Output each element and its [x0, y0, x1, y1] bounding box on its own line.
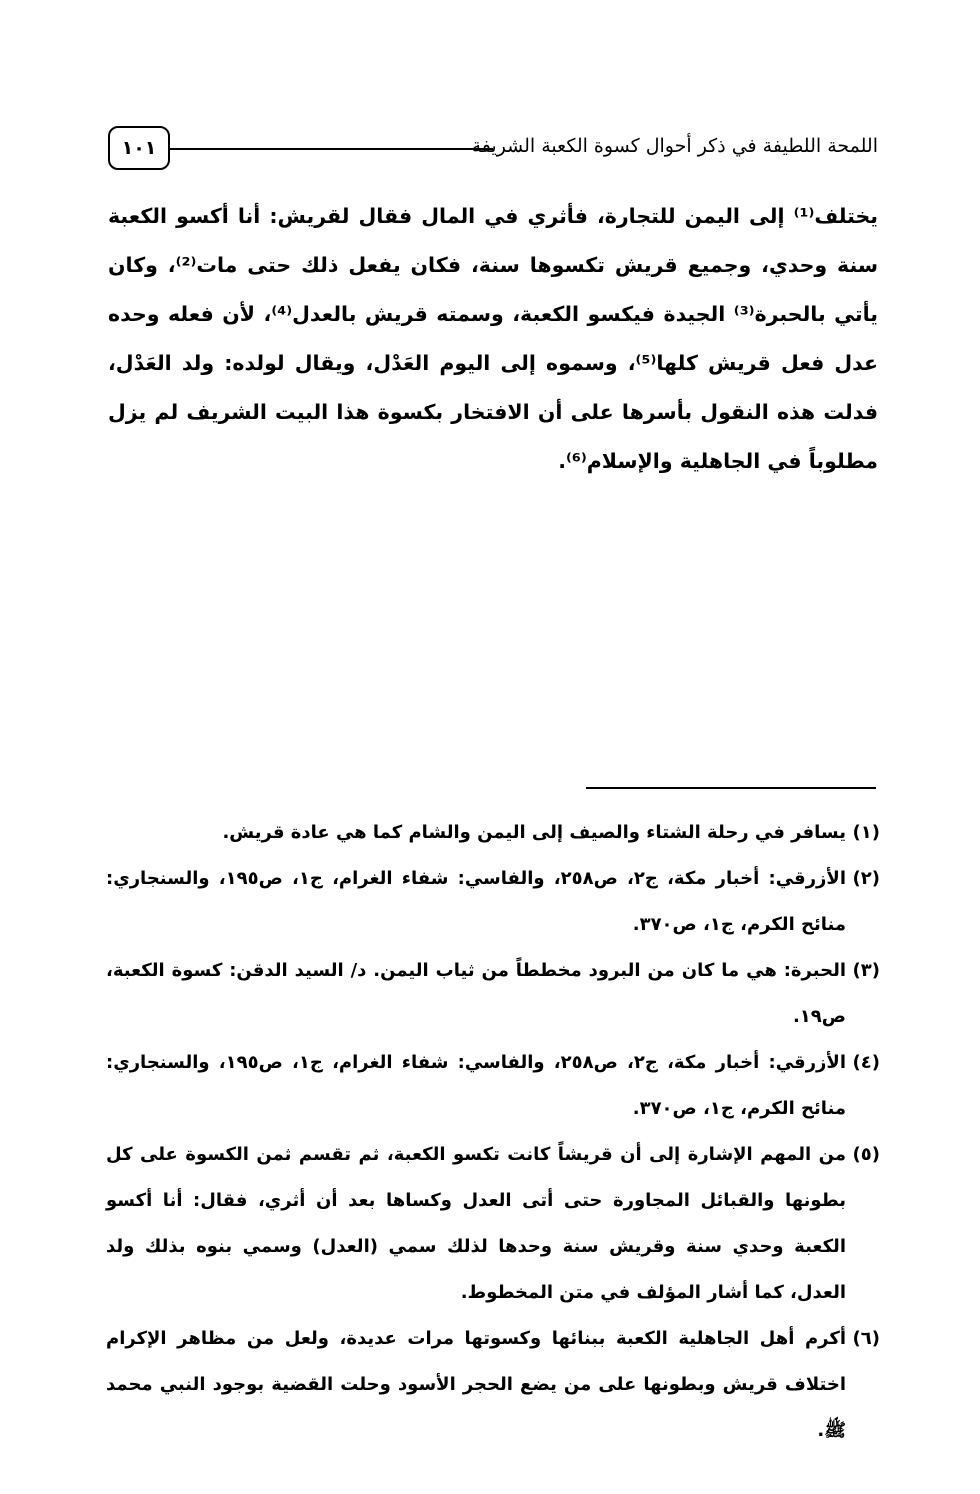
- footnote-2: [106, 856, 880, 948]
- footnote-1: [106, 810, 880, 856]
- footnote-separator: [586, 787, 876, 789]
- footnote-3: [106, 948, 880, 1040]
- page-number: ١٠١: [108, 126, 170, 170]
- footnote-number: (٣): [852, 960, 880, 981]
- running-header: [108, 126, 878, 178]
- footnote-text: أكرم أهل الجاهلية الكعبة ببنائها وكسوتها مرات عديدة، ولعل من مظاهر الإكرام اختلاف قريش وبطونها على من يضع الحجر الأسود وحلت القضية بوجود النبي محمد ﷺ.: [106, 1328, 846, 1441]
- footnote-text: من المهم الإشارة إلى أن قريشاً كانت تكسو الكعبة، ثم تقسم ثمن الكسوة على كل بطونها والقبائل المجاورة حتى أتى العدل وكساها بعد أن أثري، فقال: أنا أكسو الكعبة وحدي سنة وقريش سنة وحدها لذلك سمي (العدل) وسمي بنوه بذلك ولد العدل، كما أشار المؤلف في متن المخطوط.: [106, 1144, 846, 1303]
- header-rule: [170, 148, 493, 150]
- footnote-text: الأزرقي: أخبار مكة، ج٢، ص٢٥٨، والفاسي: شفاء الغرام، ج١، ص١٩٥، والسنجاري: منائح الكرم، ج١، ص٣٧٠.: [106, 1052, 846, 1119]
- footnote-4: [106, 1040, 880, 1132]
- footnote-text: الحبرة: هي ما كان من البرود مخططاً من ثياب اليمن. د/ السيد الدقن: كسوة الكعبة، ص١٩.: [106, 960, 846, 1027]
- footnote-text: الأزرقي: أخبار مكة، ج٢، ص٢٥٨، والفاسي: شفاء الغرام، ج١، ص١٩٥، والسنجاري: منائح الكرم، ج١، ص٣٧٠.: [106, 868, 846, 935]
- footnote-number: (٦): [852, 1328, 880, 1349]
- footnote-text: يسافر في رحلة الشتاء والصيف إلى اليمن والشام كما هي عادة قريش.: [222, 822, 846, 843]
- footnote-number: (٢): [852, 868, 880, 889]
- footnote-6: [106, 1316, 880, 1454]
- footnote-5: [106, 1132, 880, 1316]
- body-paragraph: يختلف⁽¹⁾ إلى اليمن للتجارة، فأثري في المال فقال لقريش: أنا أكسو الكعبة سنة وحدي، وجميع قريش تكسوها سنة، فكان يفعل ذلك حتى مات⁽²⁾، وكان يأتي بالحبرة⁽³⁾ الجيدة فيكسو الكعبة، وسمته قريش بالعدل⁽⁴⁾، لأن فعله وحده عدل فعل قريش كلها⁽⁵⁾، وسموه إلى اليوم العَدْل، ويقال لولده: ولد العَدْل، فدلت هذه النقول بأسرها على أن الافتخار بكسوة هذا البيت الشريف لم يزل مطلوباً في الجاهلية والإسلام⁽⁶⁾.: [108, 204, 879, 473]
- footnote-number: (٤): [852, 1052, 880, 1073]
- footnote-number: (٥): [852, 1144, 880, 1165]
- footnotes: [106, 810, 880, 1454]
- main-text: [108, 192, 878, 486]
- footnote-number: (١): [852, 822, 880, 843]
- book-title: اللمحة اللطيفة في ذكر أحوال كسوة الكعبة الشريفة: [471, 135, 878, 157]
